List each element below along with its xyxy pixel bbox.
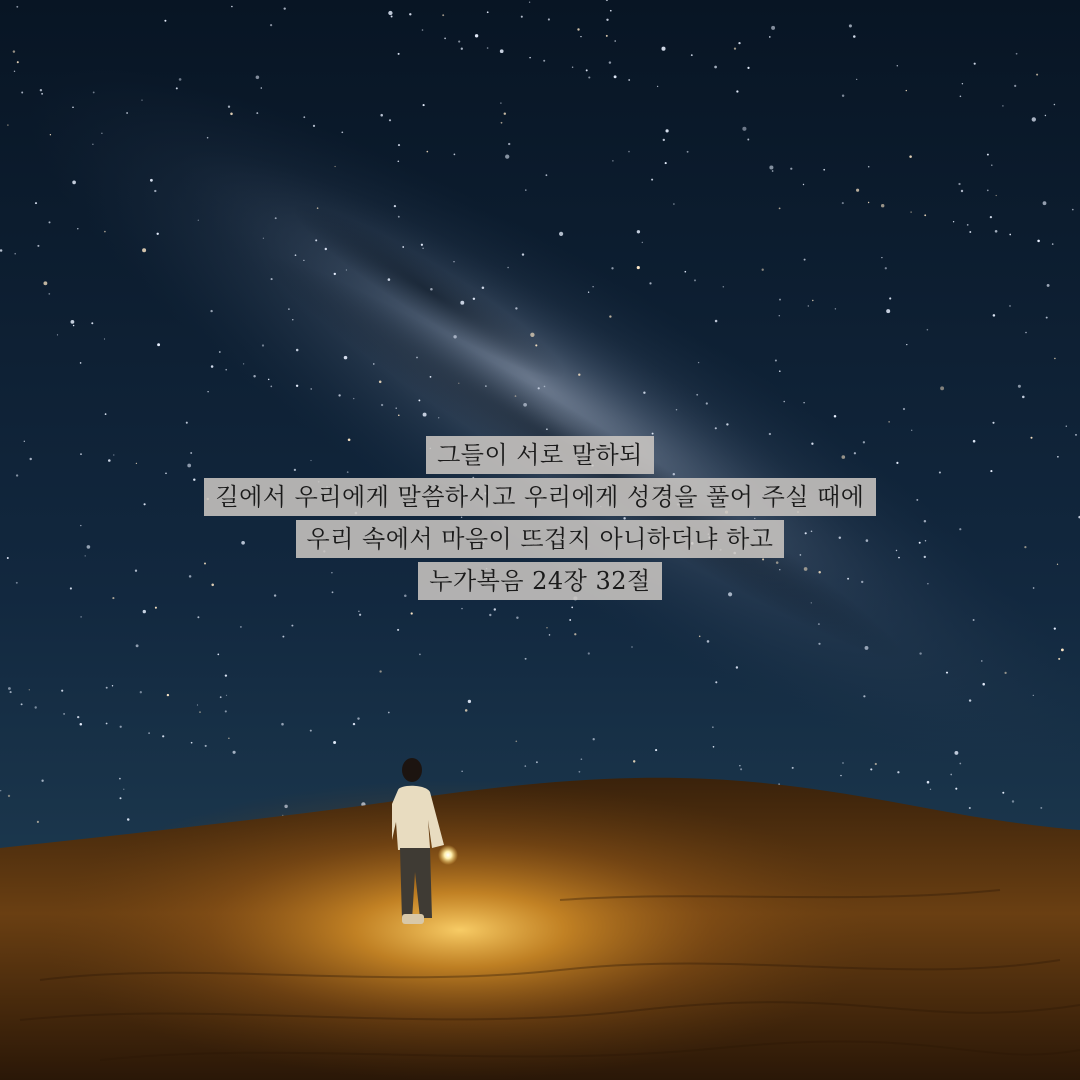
scripture-caption <box>0 436 1080 600</box>
caption-reference: 누가복음 24장 32절 <box>418 562 661 600</box>
caption-line-3: 우리 속에서 마음이 뜨겁지 아니하더냐 하고 <box>296 520 785 558</box>
caption-line-2: 길에서 우리에게 말씀하시고 우리에게 성경을 풀어 주실 때에 <box>204 478 875 516</box>
caption-line-1: 그들이 서로 말하되 <box>426 436 654 474</box>
lantern-glow <box>40 780 880 1080</box>
lantern <box>438 845 458 865</box>
